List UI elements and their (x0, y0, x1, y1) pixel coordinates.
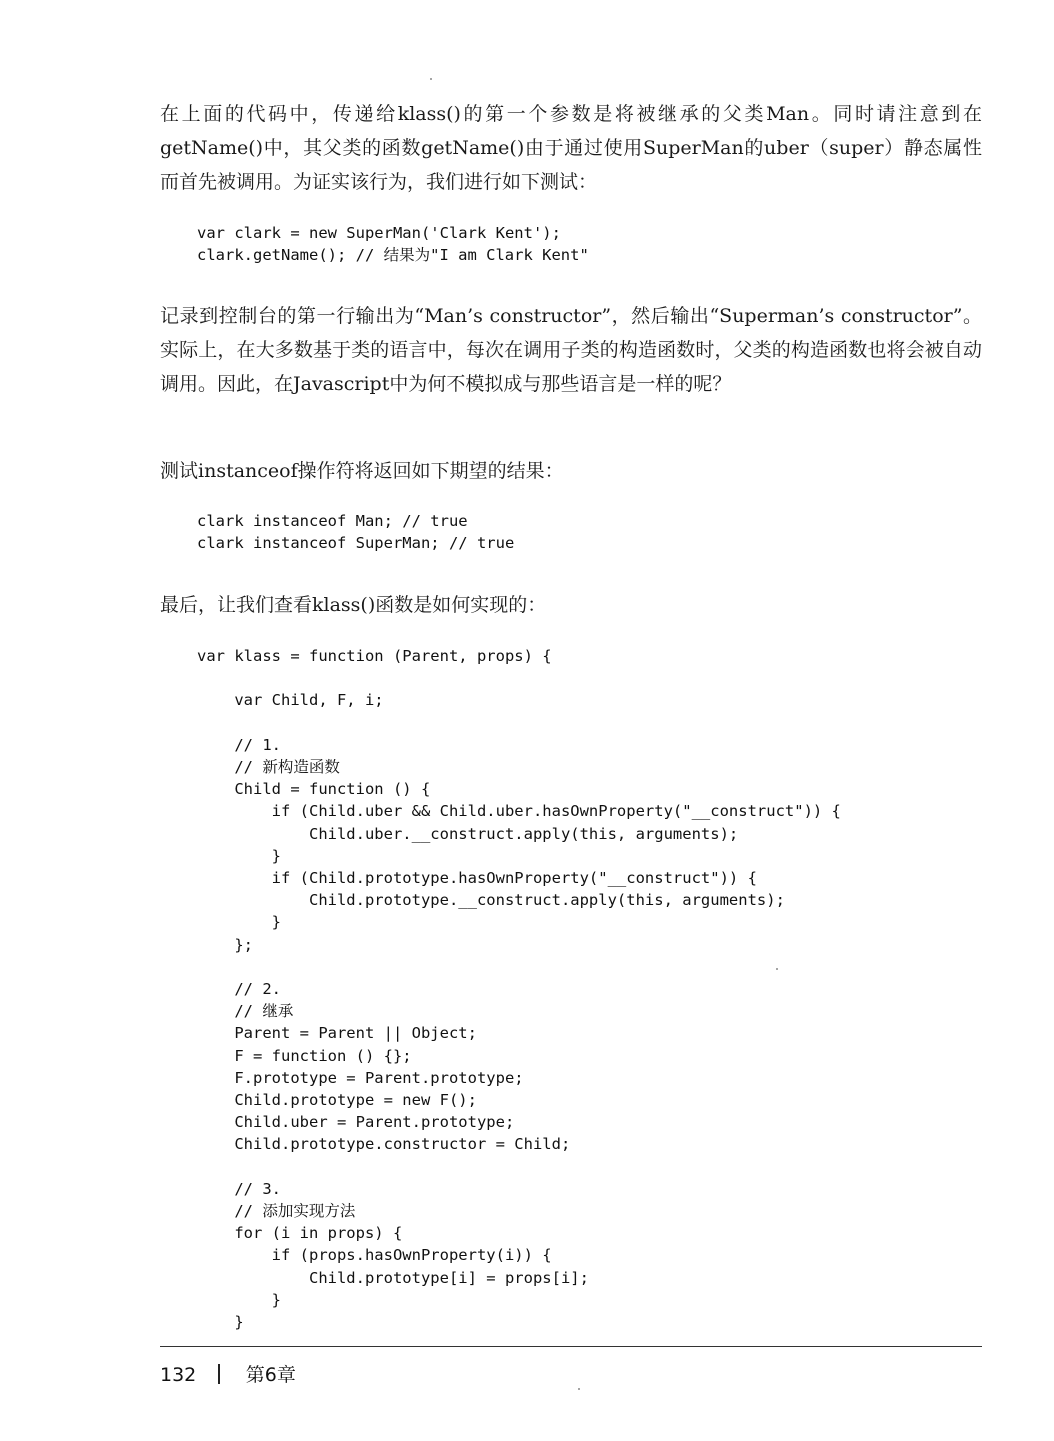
page-footer (160, 1360, 296, 1387)
code-block-instanceof: clark instanceof Man; // true clark instanceof SuperMan; // true (197, 512, 515, 553)
final-paragraph: 最后，让我们查看klass()函数是如何实现的： (160, 594, 547, 616)
page-number: 132 (160, 1364, 197, 1386)
footer-separator (218, 1364, 220, 1384)
instanceof-paragraph: 测试instanceof操作符将返回如下期望的结果： (160, 460, 564, 482)
code-block-test: var clark = new SuperMan('Clark Kent'); clark.getName(); // 结果为"I am Clark Kent" (197, 224, 589, 265)
console-paragraph: 记录到控制台的第一行输出为“Man’s constructor”，然后输出“Superman’s constructor”。实际上，在大多数基于类的语言中，每次在调用子类的构造函数时，父类的构造函数也将会被自动调用。因此，在Javascript中为何不模拟成与那些语言是一样的呢？ (160, 305, 982, 395)
scan-speck (776, 968, 778, 970)
scan-speck (578, 1388, 580, 1390)
intro-paragraph: 在上面的代码中，传递给klass()的第一个参数是将被继承的父类Man。同时请注意到在getName()中，其父类的函数getName()由于通过使用SuperMan的uber（super）静态属性而首先被调用。为证实该行为，我们进行如下测试： (160, 103, 982, 193)
code-block-klass: var klass = function (Parent, props) { var Child, F, i; // 1. // 新构造函数 Child = function () { if (Child.uber && Child.uber.hasOwnProperty("__construct")) { Child.uber.__construct.apply(this, arguments); } if (Child.prototype.hasOwnProperty("__construct")) { Child.prototype.__construct.apply(this, arguments); } }; // 2. // 继承 Parent = Parent || Object; F = function () {}; F.prototype = Parent.prototype; Child.prototype = new F(); Child.uber = Parent.prototype; Child.prototype.constructor = Child; // 3. // 添加实现方法 for (i in props) { if (props.hasOwnProperty(i)) { Child.prototype[i] = props[i]; } } (197, 647, 841, 1332)
scan-speck (430, 78, 432, 80)
footer-rule (160, 1346, 982, 1347)
chapter-label: 第6章 (245, 1364, 296, 1386)
